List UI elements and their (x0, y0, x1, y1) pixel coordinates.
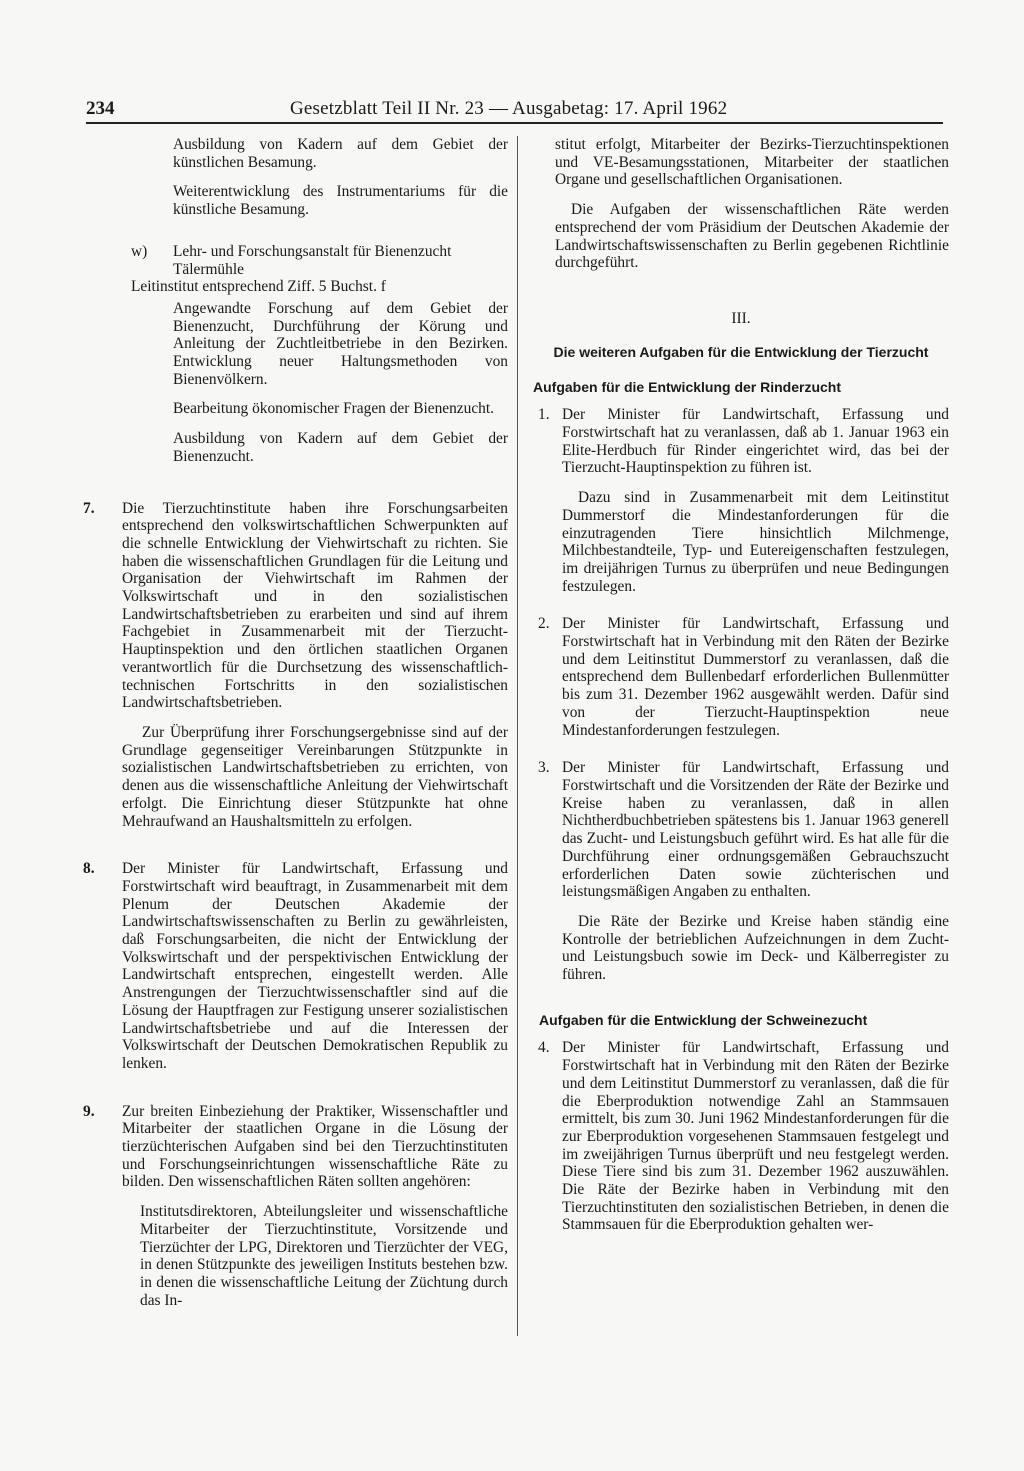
item-4 (533, 1039, 949, 1234)
item-2-paragraph: Der Minister für Landwirtschaft, Erfassung und Forstwirtschaft hat in Verbindung mit den Räten der Bezirke und dem Leitinstitut Dummerstorf zu veranlassen, daß die entsprechend dem Bullenbedarf erforderlichen Bullenmütter bis zum 31. Dezember 1962 ausgewählt werden. Dafür sind von der Tierzucht-Hauptinspektion neue Mindestanforderungen festzulegen. (562, 615, 949, 739)
item-1-number: 1. (538, 406, 550, 424)
paragraph-raete: Die Aufgaben der wissenschaftlichen Räte werden entsprechend der vom Präsidium der Deutschen Akademie der Landwirtschaftswissenschaften zu Berlin gegebenen Richtlinie durchgeführt. (555, 201, 949, 272)
column-divider (517, 136, 518, 1336)
item-2 (533, 615, 949, 739)
page-number: 234 (86, 98, 115, 119)
section-9-number: 9. (83, 1102, 95, 1120)
item-4-number: 4. (538, 1039, 550, 1057)
section-roman-numeral: III. (731, 309, 751, 327)
item-3-paragraph-2: Die Räte der Bezirke und Kreise haben ständig eine Kontrolle der betrieblichen Aufzeichnungen in dem Zucht- und Leistungsbuch sowie im Deck- und Kälberregister zu führen. (562, 912, 949, 984)
section-7-continued (100, 724, 508, 830)
section-9 (83, 1103, 508, 1192)
section-title: Die weiteren Aufgaben für die Entwicklung der Tierzucht (553, 343, 929, 360)
item-w-title: Lehr- und Forschungsanstalt für Bienenzucht Tälermühle (173, 242, 452, 278)
header-rule (86, 122, 943, 124)
item-4-paragraph: Der Minister für Landwirtschaft, Erfassung und Forstwirtschaft hat in Verbindung mit den Räten der Bezirke und dem Leitinstitut Dummerstorf zu veranlassen, daß die für die Eberproduktion notwendige Zahl an Stammsauen ermittelt, bis zum 30. Juni 1962 Mindestanforderungen für die zur Eberproduktion vorgesehenen Stammsauen festgelegt und im zweijährigen Turnus überprüft und neu festgelegt werden. Diese Tiere sind bis zum 31. Dezember 1962 auszuwählen. Die Räte der Bezirke haben in Verbindung mit den Tierzuchtinstituten den sozialistischen Betrieben, in denen die Stammsauen für die Eberproduktion gehalten wer- (562, 1039, 949, 1234)
section-8-paragraph: Der Minister für Landwirtschaft, Erfassung und Forstwirtschaft wird beauftragt, in Zusammenarbeit mit dem Plenum der Deutschen Akademie der Landwirtschaftswissenschaften zu Berlin zu gewährleisten, daß Forschungsarbeiten, die nicht der Entwicklung der Volkswirtschaft und der perspektivischen Entwicklung der Landwirtschaft entsprechen, eingestellt werden. Alle Anstrengungen der Tierzuchtwissenschaftler sind auf die Lösung der Hauptfragen zur Festigung unserer sozialistischen Landwirtschaftsbetriebe und auf die Interessen der Volkswirtschaft der Deutschen Demokratischen Republik zu lenken. (122, 860, 508, 1072)
paragraph-kadern-besamung: Ausbildung von Kadern auf dem Gebiet der künstlichen Besamung. (173, 136, 508, 171)
item-w-heading (100, 243, 508, 278)
item-w-paragraph-1: Angewandte Forschung auf dem Gebiet der Bienenzucht, Durchführung der Körung und Anleitung der Zuchtleitbetriebe in den Bezirken. Entwicklung neuer Haltungsmethoden von Bienenvölkern. (173, 299, 508, 388)
page-header (86, 98, 943, 120)
section-7 (83, 500, 508, 712)
left-column (83, 136, 508, 1309)
heading-rinderzucht: Aufgaben für die Entwicklung der Rinderzucht (533, 378, 842, 395)
item-w-leitinstitut: Leitinstitut entsprechend Ziff. 5 Buchst. f (131, 278, 386, 296)
section-9-paragraph-2: Institutsdirektoren, Abteilungsleiter und wissenschaftliche Mitarbeiter der Tierzuchtinstitute, Vorsitzende und Tierzüchter der LPG, Direktoren und Tierzüchter der VEG, in denen Stützpunkte des jeweiligen Instituts bestehen bzw. in denen die wissenschaftliche Leitung der Züchtung durch das In- (140, 1203, 508, 1309)
item-2-number: 2. (538, 615, 550, 633)
running-title: Gesetzblatt Teil II Nr. 23 — Ausgabetag: 17. April 1962 (290, 98, 728, 119)
item-3 (533, 759, 949, 901)
heading-schweinezucht: Aufgaben für die Entwicklung der Schweinezucht (539, 1011, 868, 1028)
item-1-paragraph-1: Der Minister für Landwirtschaft, Erfassung und Forstwirtschaft hat zu veranlassen, daß ab 1. Januar 1963 ein Elite-Herdbuch für Rinder eingerichtet wird, das bei der Tierzucht-Hauptinspektion zu führen ist. (562, 406, 949, 477)
section-7-number: 7. (83, 499, 95, 517)
item-3-paragraph-1: Der Minister für Landwirtschaft, Erfassung und Forstwirtschaft und die Vorsitzenden der Räte der Bezirke und Kreise haben zu veranlassen, daß in allen Nichtherdbuchbetrieben spätestens bis 1. Januar 1963 generell das Zucht- und Leistungsbuch geführt wird. Es hat alle für die Durchführung einer ordnungsgemäßen Gebrauchszucht erforderlichen Daten sowie züchterischen und leistungsmäßigen Angaben zu enthalten. (562, 759, 949, 901)
item-w-label: w) (131, 242, 148, 260)
item-1 (533, 406, 949, 477)
section-7-paragraph-1: Die Tierzuchtinstitute haben ihre Forschungsarbeiten entsprechend den volkswirtschaftlichen Schwerpunkten auf die schnelle Entwicklung der Viehwirtschaft zu richten. Sie haben die wissenschaftlichen Grundlagen für die Leitung und Organisation der Viehwirtschaft im Rahmen der Volkswirtschaft und in den sozialistischen Landwirtschaftsbetrieben zu erarbeiten und sind auf ihrem Fachgebiet in Zusammenarbeit mit der Tierzucht-Hauptinspektion und den örtlichen staatlichen Organen verantwortlich für die Durchsetzung des wissenschaftlich-technischen Fortschritts in den sozialistischen Landwirtschaftsbetrieben. (122, 499, 508, 712)
paragraph-instrumentarium: Weiterentwicklung des Instrumentariums für die künstliche Besamung. (173, 183, 508, 219)
paragraph-continued: stitut erfolgt, Mitarbeiter der Bezirks-Tierzuchtinspektionen und VE-Besamungsstationen, Mitarbeiter der staatlichen Organe und gesellschaftlichen Organisationen. (555, 136, 949, 189)
item-3-continued (533, 913, 949, 984)
item-w-paragraph-3: Ausbildung von Kadern auf dem Gebiet der Bienenzucht. (173, 430, 508, 465)
section-9-list (100, 1203, 508, 1309)
section-7-paragraph-2: Zur Überprüfung ihrer Forschungsergebnisse sind auf der Grundlage gegenseitiger Vereinbarungen Stützpunkte in sozialistischen Landwirtschaftsbetrieben zu errichten, von denen aus die wissenschaftliche Anleitung der Viehwirtschaft erfolgt. Die Einrichtung dieser Stützpunkte hat ohne Mehraufwand an Haushaltsmitteln zu erfolgen. (122, 723, 508, 830)
item-w-paragraph-2: Bearbeitung ökonomischer Fragen der Bienenzucht. (173, 400, 494, 418)
item-1-paragraph-2: Dazu sind in Zusammenarbeit mit dem Leitinstitut Dummerstorf die Mindestanforderungen für die einzutragenden Tiere hinsichtlich Milchmenge, Milchbestandteile, Typ- und Eutereigenschaften festzulegen, im dreijährigen Turnus zu überprüfen und neue Bedingungen festzulegen. (562, 489, 949, 595)
section-8-number: 8. (83, 860, 95, 878)
section-9-paragraph-1: Zur breiten Einbeziehung der Praktiker, Wissenschaftler und Mitarbeiter der staatlichen Organe in die Lösung der tierzüchterischen Aufgaben sind bei den Tierzuchtinstituten und Forschungseinrichtungen wissenschaftliche Räte zu bilden. Den wissenschaftlichen Räten sollten angehören: (122, 1102, 508, 1191)
item-3-number: 3. (538, 759, 550, 777)
item-1-continued (533, 489, 949, 595)
right-column (533, 136, 949, 1246)
section-8 (83, 860, 508, 1072)
